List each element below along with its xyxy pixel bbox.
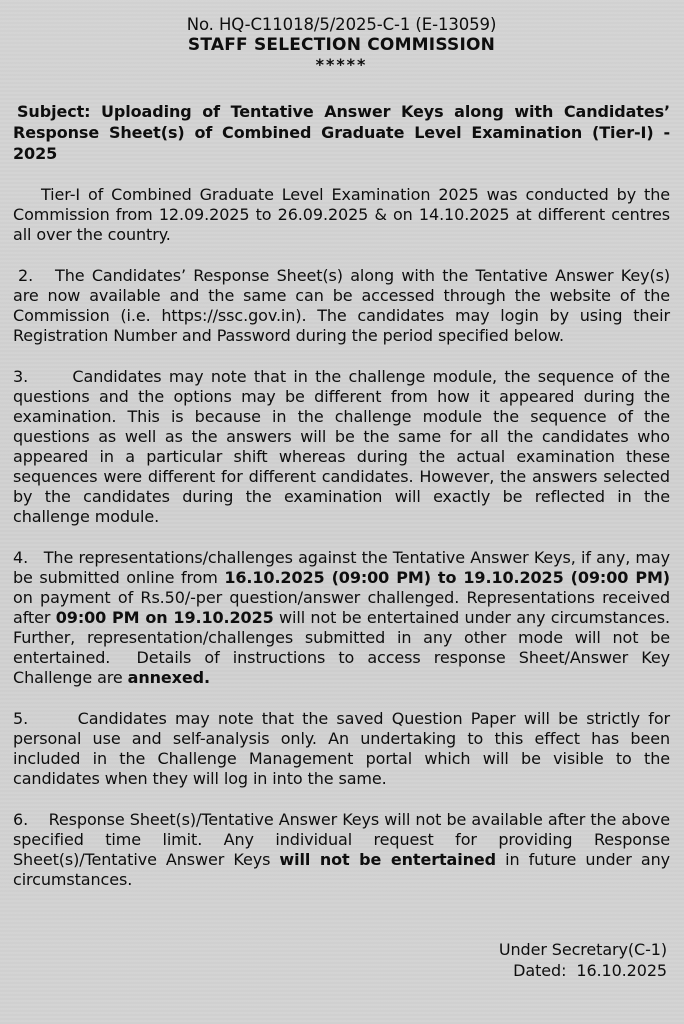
document-header — [13, 14, 670, 74]
subject-line: Subject: Uploading of Tentative Answer Keys along with Candidates’ Response Sheet(s) of Combined Graduate Level Examination (Tier-I) - 2025 — [13, 102, 670, 163]
bold-text-annexed: annexed. — [127, 668, 210, 687]
bold-text-not-entertained: will not be entertained — [279, 850, 497, 869]
separator-stars: ***** — [315, 55, 368, 74]
paragraph-2 — [13, 266, 670, 346]
text-run: on payment of Rs.50/-per question/answer challenged. Representations received after — [13, 588, 670, 627]
paragraph-4 — [13, 548, 670, 688]
paragraph-3 — [13, 367, 670, 527]
paragraph-6 — [13, 810, 670, 890]
text-run: 5. Candidates may note that the saved Question Paper will be strictly for personal use and self-analysis only. An undertaking to this effect has been included in the Challenge Management portal which will be visible to the candidates when they will log in into the same. — [13, 709, 670, 788]
signature-block — [13, 939, 670, 981]
text-run: will not be entertained under any circumstances. Further, representation/challenges submitted in any other mode will not be entertained. Details of instructions to access response Sheet/Answer Key Challenge are — [13, 608, 670, 687]
text-run: 4. The representations/challenges against the Tentative Answer Keys, if any, may be submitted online from — [13, 548, 670, 587]
signatory-designation: Under Secretary(C-1) — [498, 940, 667, 959]
organization-name: STAFF SELECTION COMMISSION — [187, 35, 496, 55]
paragraph-5 — [13, 709, 670, 789]
text-run: 2. The Candidates’ Response Sheet(s) along with the Tentative Answer Key(s) are now available and the same can be accessed through the website of the Commission (i.e. https://ssc.gov.in). The candidates may login by using their Registration Number and Password during the period specified below. — [13, 266, 670, 345]
bold-text-submission-window: 16.10.2025 (09:00 PM) to 19.10.2025 (09:00 PM) — [224, 568, 670, 587]
text-run: 6. Response Sheet(s)/Tentative Answer Keys will not be available after the above specified time limit. Any individual request for providing Response Sheet(s)/Tentative Answer Keys — [13, 810, 670, 869]
dated-line — [13, 960, 667, 981]
text-run: in future under any circumstances. — [13, 850, 670, 889]
reference-number: No. HQ-C11018/5/2025-C-1 (E-13059) — [186, 15, 497, 34]
dated-label: Dated: — [513, 961, 567, 980]
text-run: Tier-I of Combined Graduate Level Examination 2025 was conducted by the Commission from 12.09.2025 to 26.09.2025 & on 14.10.2025 at different centres all over the country. — [13, 185, 670, 244]
text-run: 3. Candidates may note that in the challenge module, the sequence of the questions and the options may be different from how it appeared during the examination. This is because in the challenge module the sequence of the questions as well as the answers will be the same for all the candidates who appeared in a particular shift whereas during the actual examination these sequences were different for different candidates. However, the answers selected by the candidates during the examination will exactly be reflected in the challenge module. — [13, 367, 670, 526]
dated-value: 16.10.2025 — [576, 961, 667, 980]
paragraph-1 — [13, 185, 670, 245]
bold-text-deadline: 09:00 PM on 19.10.2025 — [55, 608, 274, 627]
